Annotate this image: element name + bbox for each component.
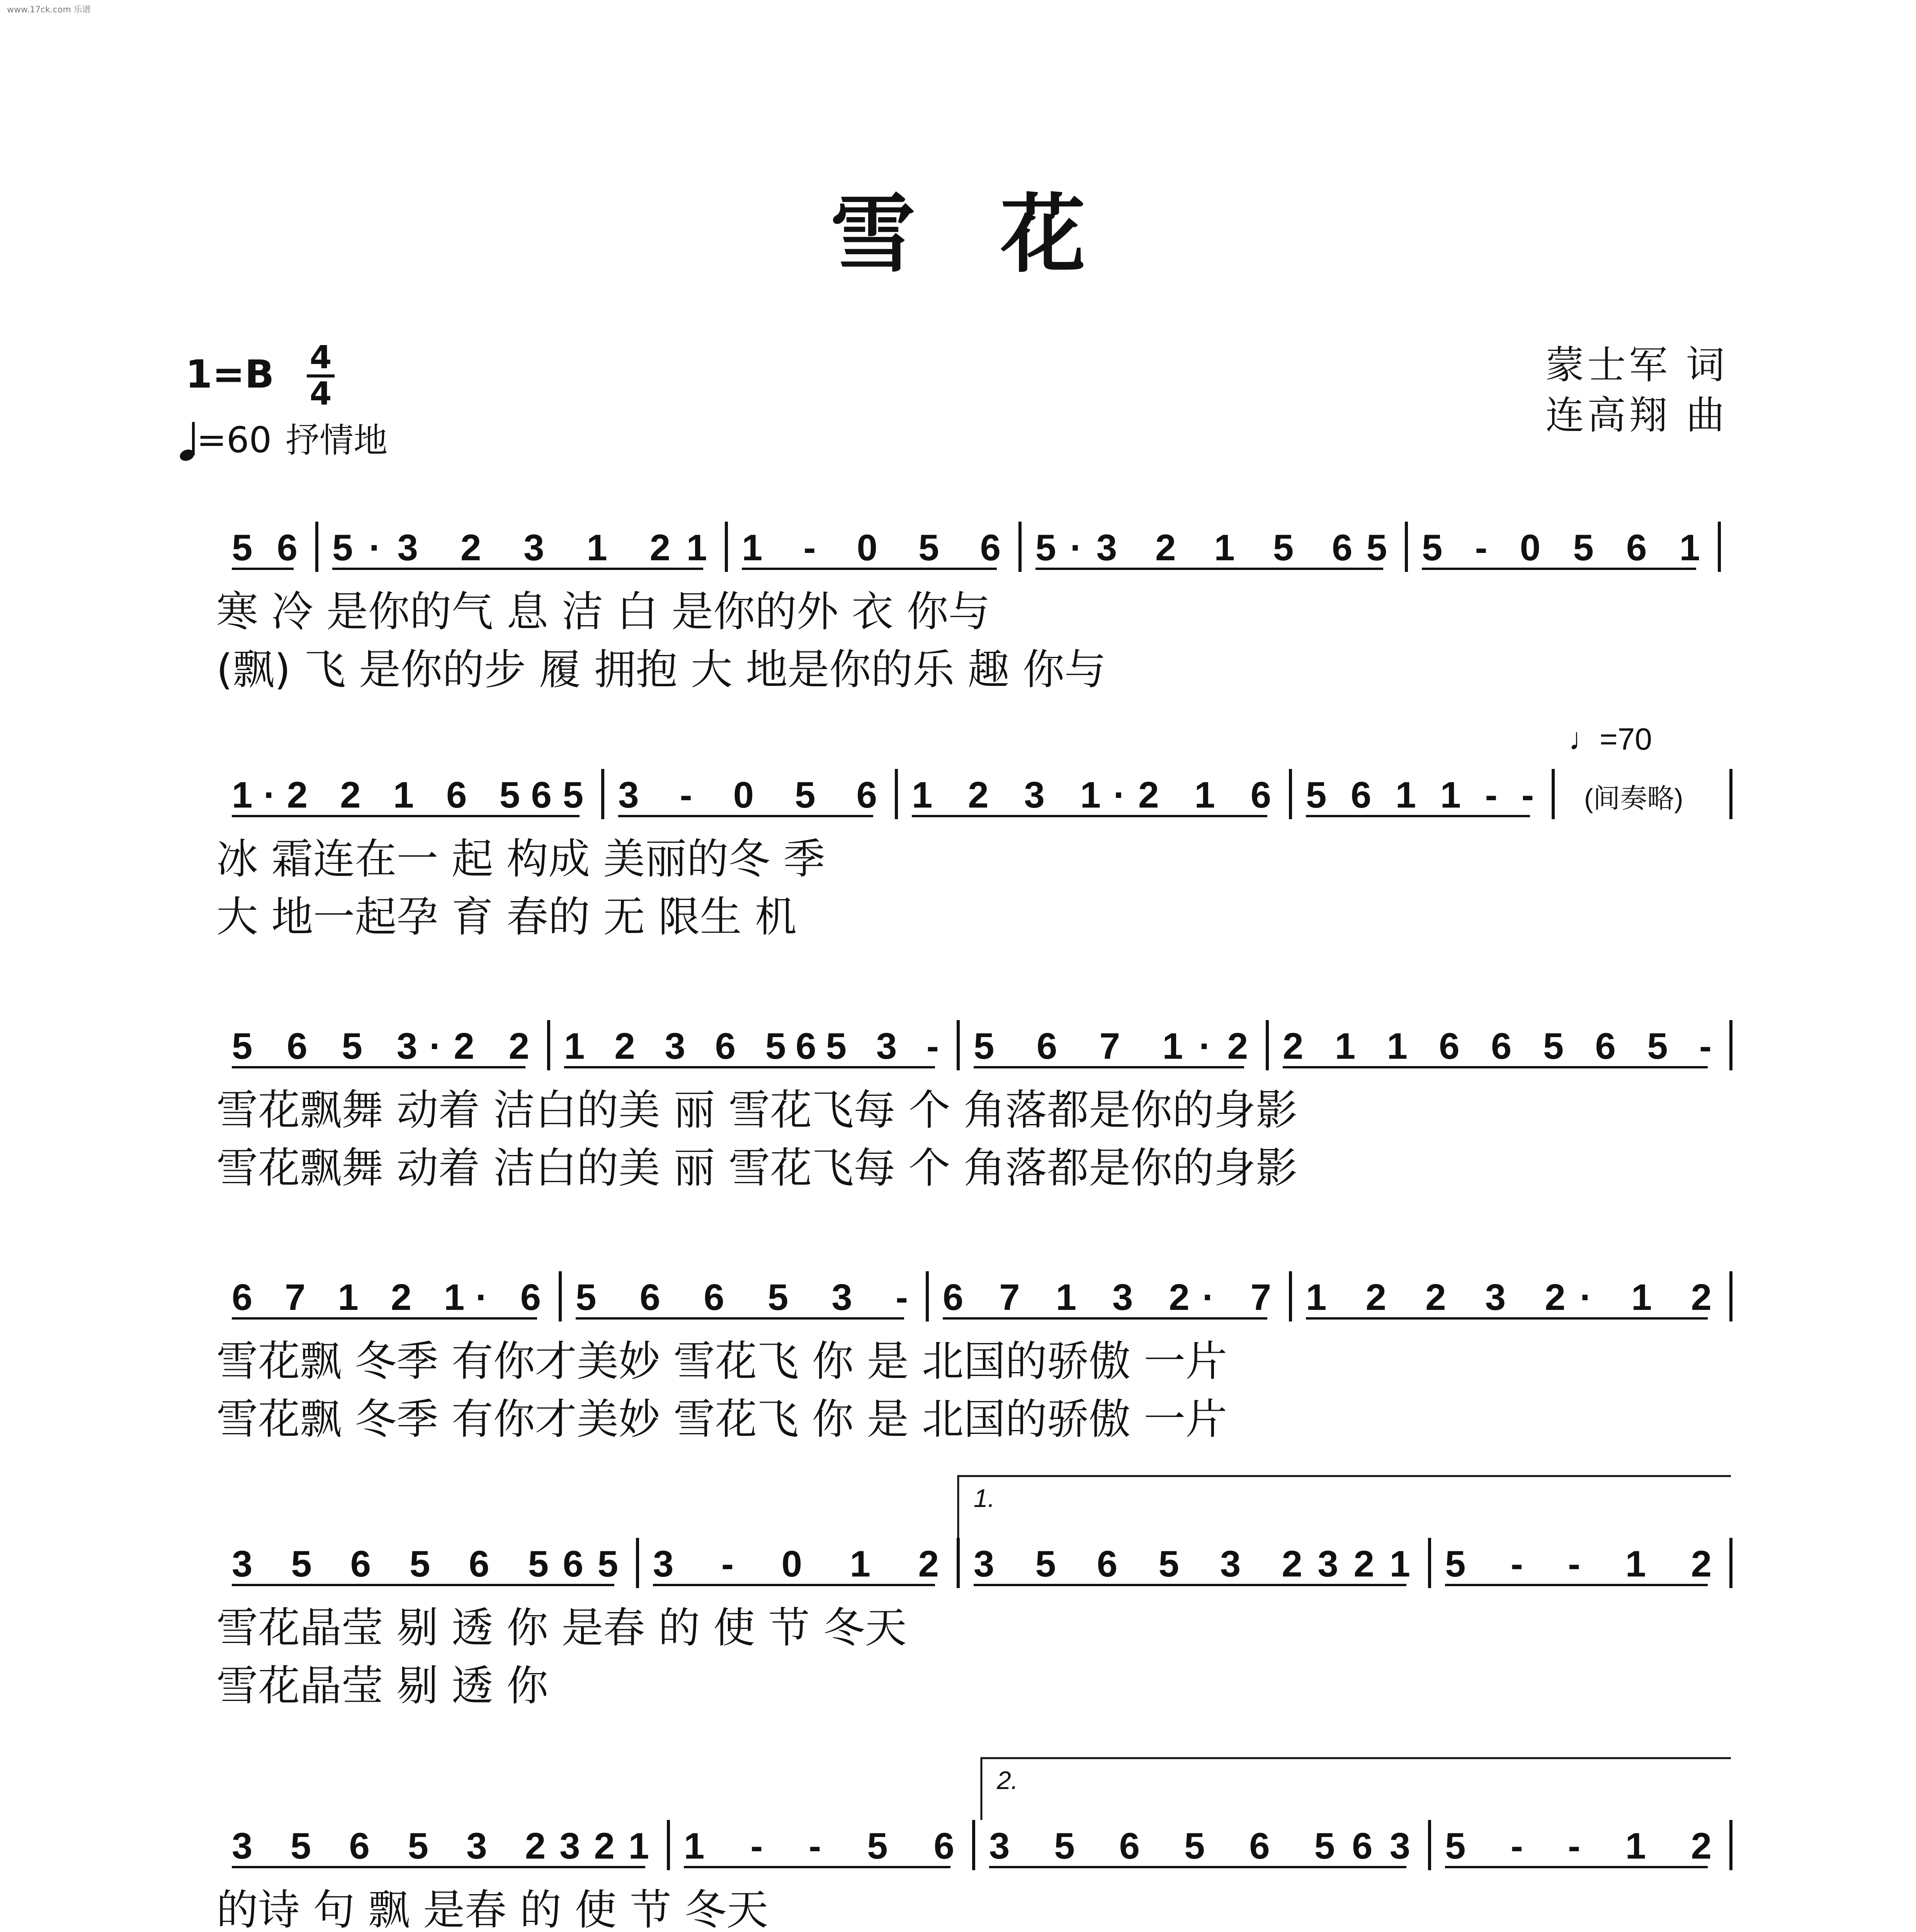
system-4: [216, 1271, 1731, 1444]
measure-notes: 5 6 5 3·2 2: [232, 1026, 529, 1067]
key-signature: 1=B: [185, 352, 274, 397]
measure-notes: 5·3 2 1 5 65: [1035, 527, 1387, 568]
tempo-bpm: =60: [197, 419, 272, 461]
measure-notes: 1 2 3 6 565 3 -: [564, 1026, 939, 1067]
measure-notes: 1·2 2 1 6 565: [232, 774, 583, 816]
lyric-line: 雪花晶莹 剔 透 你 是春 的 使 节 冬天: [216, 1604, 907, 1652]
tempo-change: ♩=70: [1569, 722, 1652, 756]
measure-notes: 2 1 1 6 6 5 6 5 -: [1283, 1026, 1712, 1067]
lyric-line: 大 地一起孕 育 春的 无 限生 机: [216, 893, 797, 941]
measure-notes: 3 5 6 5 3 2321: [974, 1543, 1410, 1585]
ending-label: 1.: [974, 1484, 995, 1512]
system-1: [216, 522, 1719, 694]
time-signature-bottom: 4: [309, 376, 332, 412]
lyric-line: 寒 冷 是你的气 息 洁 白 是你的外 衣 你与: [216, 588, 990, 636]
composer-credit: 连高翔 曲: [1545, 393, 1728, 438]
measure-notes: 5 6: [232, 527, 298, 568]
measure-notes: 5 6 6 5 3 -: [576, 1277, 908, 1318]
lyric-line: 雪花飘舞 动着 洁白的美 丽 雪花飞每 个 角落都是你的身影: [216, 1086, 1297, 1134]
lyric-line: (飘) 飞 是你的步 履 拥抱 大 地是你的乐 趣 你与: [216, 646, 1106, 694]
lyric-line: 冰 霜连在一 起 构成 美丽的冬 季: [216, 835, 825, 883]
time-signature-top: 4: [309, 339, 332, 376]
lyric-line: 的诗 句 飘 是春 的 使 节 冬天: [216, 1886, 768, 1932]
measure-notes: 1 2 3 1·2 1 6: [912, 774, 1271, 816]
measure-notes: 6 7 1 3 2· 7: [943, 1277, 1271, 1318]
volta-bracket: [958, 1476, 1731, 1538]
lyric-line: 雪花晶莹 剔 透 你: [216, 1662, 548, 1710]
measure-notes: 3 5 6 5 3 2321: [232, 1825, 649, 1867]
measure-notes: 3 5 6 5 6 563: [989, 1825, 1410, 1867]
measure-notes: 1 - - 5 6: [684, 1825, 954, 1867]
system-6: [216, 1758, 1731, 1932]
lyric-line: 雪花飘 冬季 有你才美妙 雪花飞 你 是 北国的骄傲 一片: [216, 1337, 1227, 1386]
measure-notes: 1 - 0 5 6: [742, 527, 1001, 568]
measure-notes: 3 - 0 1 2: [653, 1543, 939, 1585]
measure-notes: 5 - 0 5 6 1: [1422, 527, 1700, 568]
measure-notes: 3 - 0 5 6: [618, 774, 877, 816]
lyricist-credit: 蒙士军 词: [1545, 342, 1728, 388]
measure-notes: 5 - - 1 2: [1445, 1543, 1712, 1585]
system-5: [216, 1476, 1731, 1710]
expression-mark: 抒情地: [286, 420, 388, 460]
song-title: 雪花: [830, 184, 1171, 284]
measure-notes: 5 - - 1 2: [1445, 1825, 1712, 1867]
site-watermark: www.17ck.com 乐谱: [7, 5, 91, 15]
system-2: [216, 722, 1731, 941]
lyric-line: 雪花飘 冬季 有你才美妙 雪花飞 你 是 北国的骄傲 一片: [216, 1395, 1227, 1444]
ending-label: 2.: [997, 1766, 1018, 1794]
volta-bracket: [981, 1758, 1731, 1820]
lyric-line: 雪花飘舞 动着 洁白的美 丽 雪花飞每 个 角落都是你的身影: [216, 1144, 1297, 1192]
measure-notes: 6 7 1 2 1· 6: [232, 1277, 541, 1318]
measure-notes: 5·3 2 3 1 21: [332, 527, 707, 568]
measure-notes: 3 5 6 5 6 565: [232, 1543, 618, 1585]
system-3: [216, 1020, 1731, 1192]
measure-notes: 1 2 2 3 2· 1 2: [1306, 1277, 1712, 1318]
measure-notes: 5 6 1 1 - -: [1306, 774, 1534, 816]
measure-notes: 5 6 7 1·2: [974, 1026, 1248, 1067]
interlude-note: (间奏略): [1584, 783, 1683, 813]
